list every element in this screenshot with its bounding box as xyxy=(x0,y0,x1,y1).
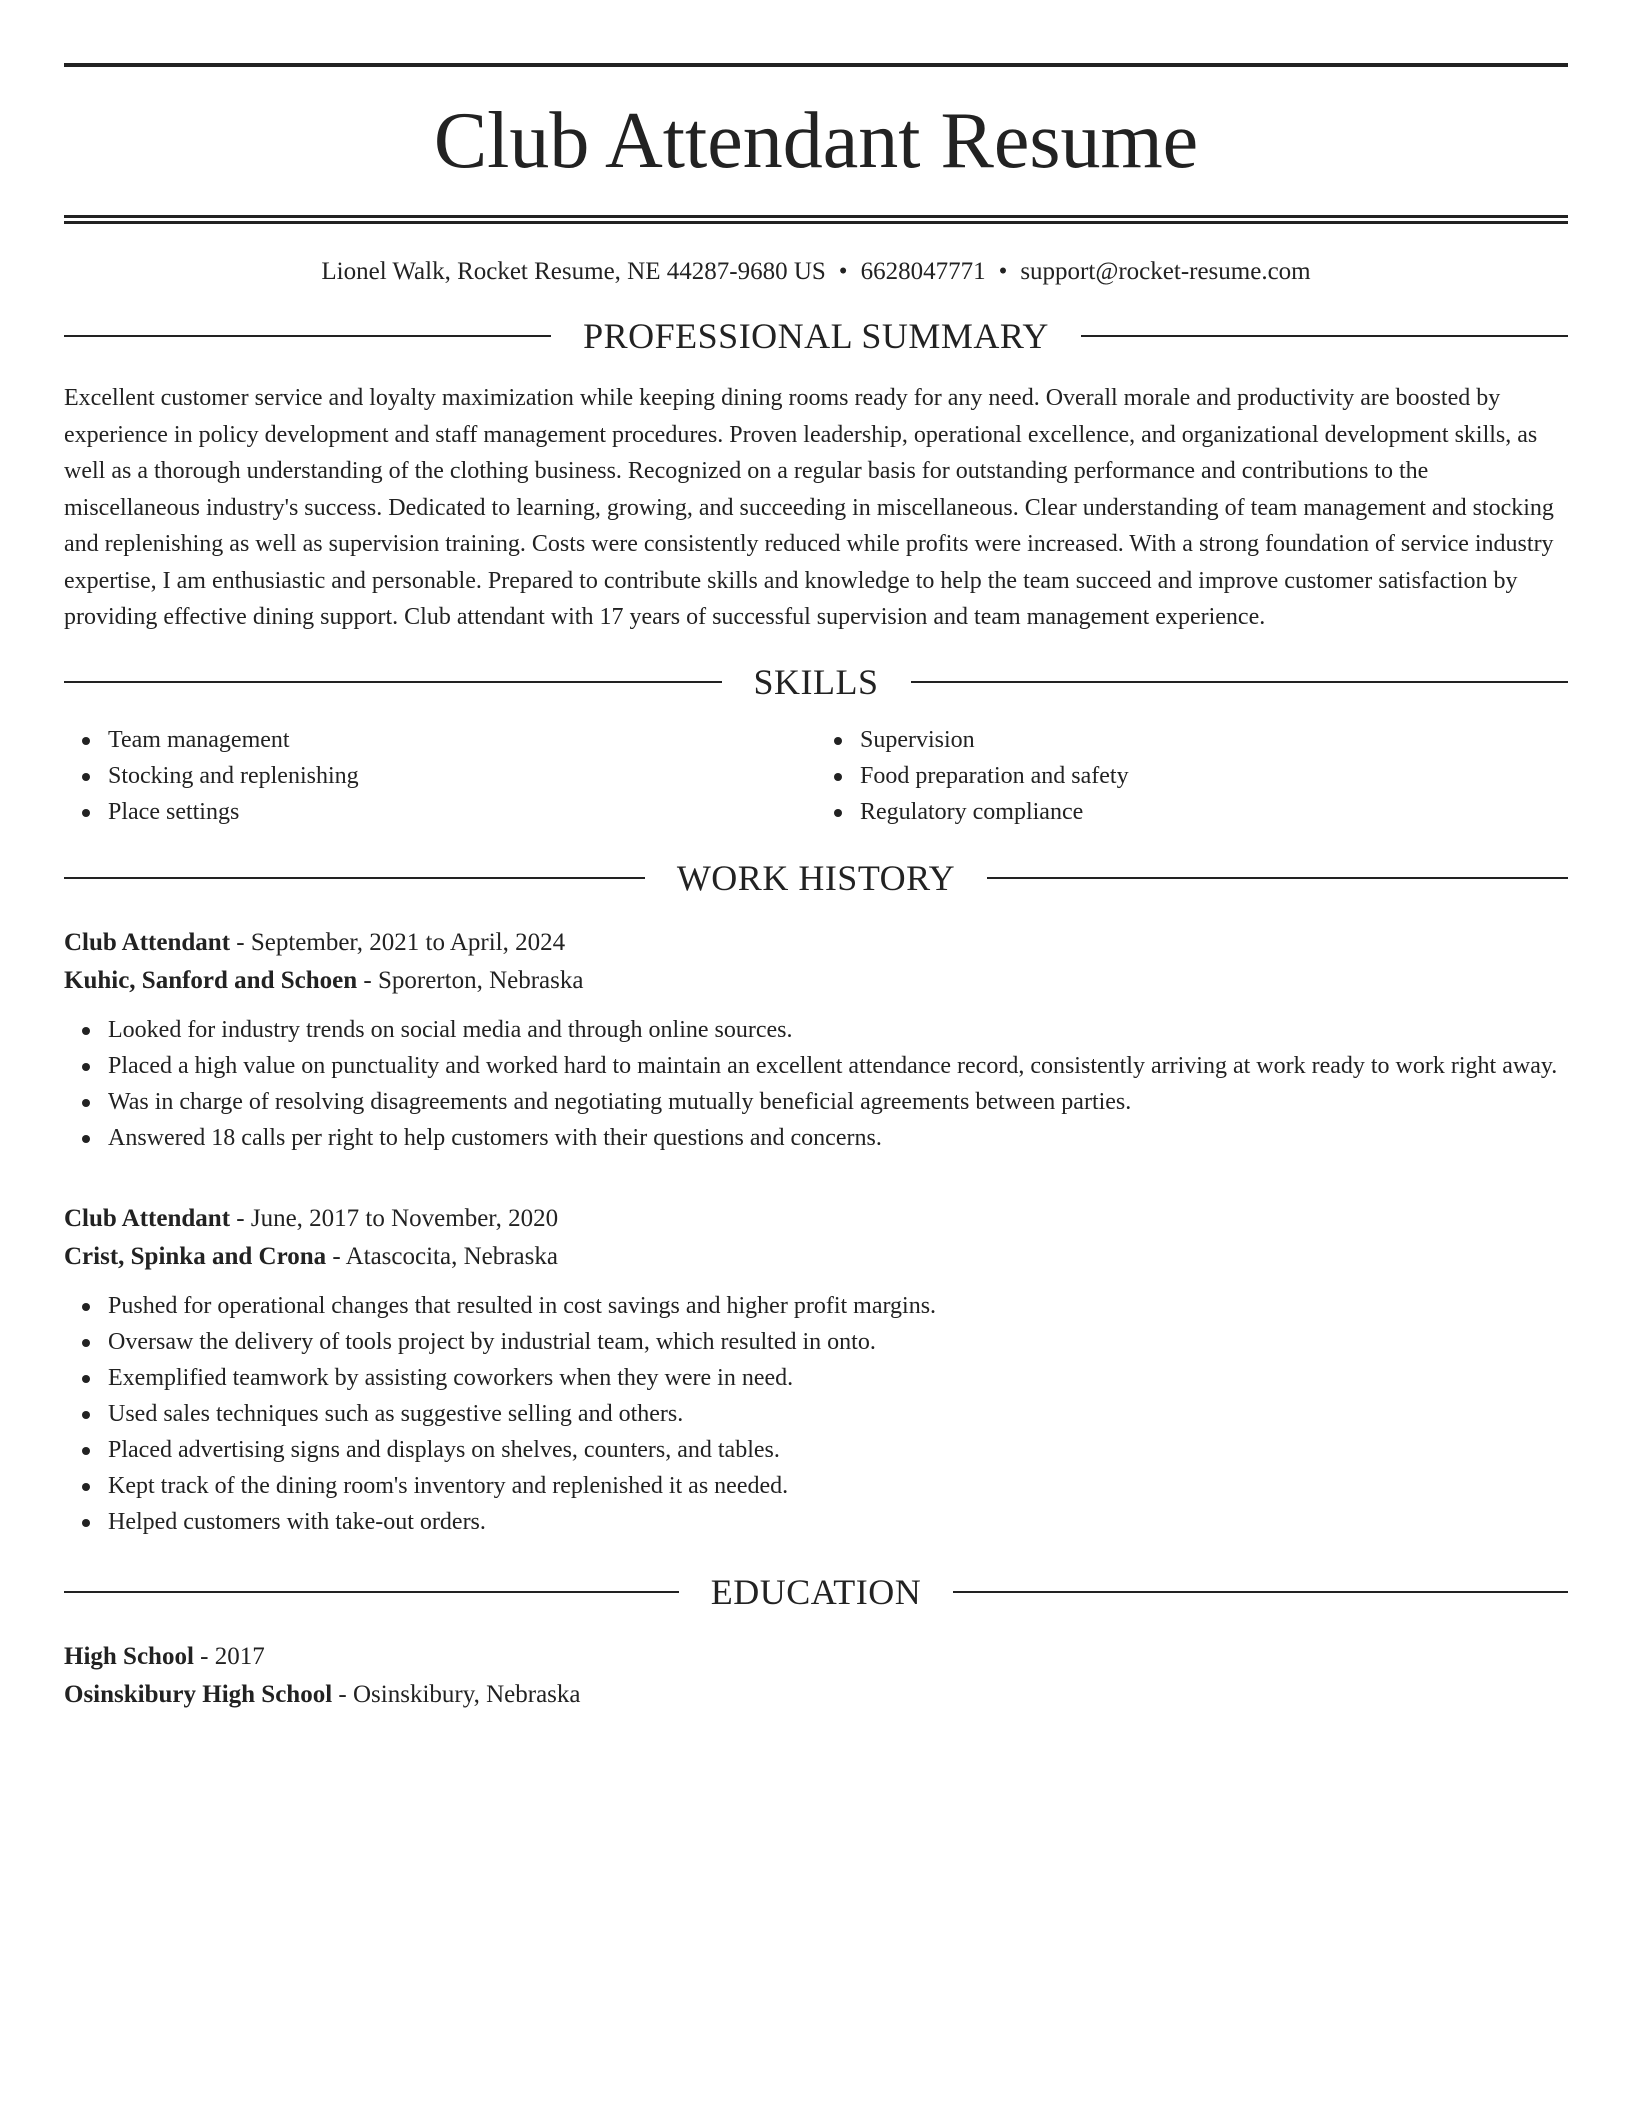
contact-address: Lionel Walk, Rocket Resume, NE 44287-9680 US xyxy=(321,258,826,285)
education-location: Osinskibury, Nebraska xyxy=(352,1680,581,1708)
contact-phone: 6628047771 xyxy=(860,258,986,285)
job-bullets xyxy=(64,1288,1568,1540)
job-bullet: Placed a high value on punctuality and worked hard to maintain an excellent attendance record, consistently arriving at work ready to work right away. xyxy=(108,1048,1568,1084)
job-title-line: Club Attendant - June, 2017 to November, 2020 xyxy=(64,1204,559,1232)
contact-line xyxy=(64,256,1568,288)
education-school-line: Osinskibury High School - Osinskibury, Nebraska xyxy=(64,1680,581,1708)
skill-item: Place settings xyxy=(108,794,816,830)
heading-rule-left xyxy=(64,1591,679,1593)
job-bullet: Looked for industry trends on social media and through online sources. xyxy=(108,1012,1568,1048)
skills-section-heading xyxy=(64,662,1568,702)
education-heading: EDUCATION xyxy=(710,1571,922,1612)
heading-rule-left xyxy=(64,877,645,879)
skills-heading: SKILLS xyxy=(753,661,879,702)
summary-text: Excellent customer service and loyalty maximization while keeping dining rooms ready for any need. Overall morale and productivity are boosted by experience in policy development and staff management procedures. Proven leadership, operational excellence, and organizational development skills, as well as a thorough understanding of the clothing business. Recognized on a regular basis for outstanding performance and contributions to the miscellaneous industry's success. Dedicated to learning, growing, and succeeding in miscellaneous. Clear understanding of team management and stocking and replenishing as well as supervision training. Costs were consistently reduced while profits were increased. With a strong foundation of service industry expertise, I am enthusiastic and personable. Prepared to contribute skills and knowledge to help the team succeed and improve customer satisfaction by providing effective dining support. Club attendant with 17 years of successful supervision and team management experience. xyxy=(64,385,1554,630)
job-location: Atascocita, Nebraska xyxy=(345,1242,558,1270)
education-school: Osinskibury High School xyxy=(64,1680,333,1708)
job-company: Kuhic, Sanford and Schoen xyxy=(64,966,358,994)
contact-email: support@rocket-resume.com xyxy=(1020,258,1311,285)
job-location: Sporerton, Nebraska xyxy=(377,966,584,994)
work-section-heading xyxy=(64,858,1568,898)
job-bullet: Answered 18 calls per right to help customers with their questions and concerns. xyxy=(108,1120,1568,1156)
education-degree: High School xyxy=(64,1642,194,1670)
top-rule xyxy=(64,63,1568,67)
job-title: Club Attendant xyxy=(64,1204,231,1232)
heading-rule-left xyxy=(64,681,722,683)
title-double-rule xyxy=(64,215,1568,224)
education-section-heading xyxy=(64,1572,1568,1612)
job-company-line: Crist, Spinka and Crona - Atascocita, Nebraska xyxy=(64,1242,558,1270)
heading-rule-right xyxy=(1081,335,1568,337)
skill-item: Team management xyxy=(108,722,816,758)
heading-rule-left xyxy=(64,335,551,337)
job-title: Club Attendant xyxy=(64,928,231,956)
skills-list xyxy=(64,722,1568,830)
job-company-line: Kuhic, Sanford and Schoen - Sporerton, Nebraska xyxy=(64,966,584,994)
heading-rule-right xyxy=(911,681,1569,683)
job-bullet: Exemplified teamwork by assisting coworkers when they were in need. xyxy=(108,1360,1568,1396)
education-year: 2017 xyxy=(214,1642,265,1670)
work-heading: WORK HISTORY xyxy=(676,857,956,898)
heading-rule-right xyxy=(987,877,1568,879)
skill-item: Stocking and replenishing xyxy=(108,758,816,794)
contact-separator: • xyxy=(998,258,1008,285)
job-entry xyxy=(64,1200,1568,1540)
job-bullet: Helped customers with take-out orders. xyxy=(108,1504,1568,1540)
job-bullet: Was in charge of resolving disagreements and negotiating mutually beneficial agreements between parties. xyxy=(108,1084,1568,1120)
job-dates: September, 2021 to April, 2024 xyxy=(250,928,566,956)
job-company: Crist, Spinka and Crona xyxy=(64,1242,327,1270)
job-bullet: Kept track of the dining room's inventory and replenished it as needed. xyxy=(108,1468,1568,1504)
skills-column-right xyxy=(816,722,1568,830)
resume-title: Club Attendant Resume xyxy=(433,97,1199,185)
job-bullet: Placed advertising signs and displays on shelves, counters, and tables. xyxy=(108,1432,1568,1468)
job-bullets xyxy=(64,1012,1568,1156)
skill-item: Food preparation and safety xyxy=(860,758,1568,794)
skills-column-left xyxy=(64,722,816,830)
heading-rule-right xyxy=(953,1591,1568,1593)
summary-section-heading xyxy=(64,316,1568,356)
job-dates: June, 2017 to November, 2020 xyxy=(250,1204,559,1232)
skill-item: Regulatory compliance xyxy=(860,794,1568,830)
job-bullet: Oversaw the delivery of tools project by industrial team, which resulted in onto. xyxy=(108,1324,1568,1360)
job-title-line: Club Attendant - September, 2021 to April, 2024 xyxy=(64,928,566,956)
education-degree-line: High School - 2017 xyxy=(64,1642,265,1670)
contact-separator: • xyxy=(838,258,848,285)
job-bullet: Pushed for operational changes that resulted in cost savings and higher profit margins. xyxy=(108,1288,1568,1324)
education-entry xyxy=(64,1638,1568,1714)
job-bullet: Used sales techniques such as suggestive selling and others. xyxy=(108,1396,1568,1432)
summary-heading: PROFESSIONAL SUMMARY xyxy=(583,316,1049,356)
skill-item: Supervision xyxy=(860,722,1568,758)
job-entry xyxy=(64,924,1568,1156)
